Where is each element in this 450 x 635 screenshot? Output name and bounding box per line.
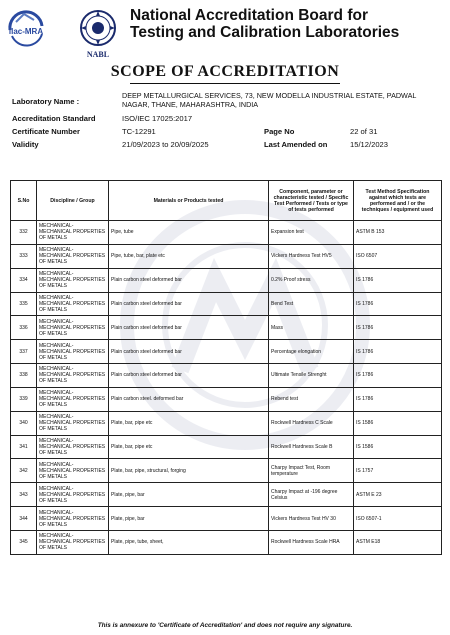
cell-method: IS 1786 (354, 387, 442, 411)
cell-discipline: MECHANICAL- MECHANICAL PROPERTIES OF METALS (37, 459, 109, 483)
cell-material: Plate, bar, pipe etc (109, 411, 269, 435)
table-row (11, 411, 442, 435)
cell-sno: 341 (11, 435, 37, 459)
table-row (11, 483, 442, 507)
table-row (11, 221, 442, 245)
header-method: Test Method Specification against which tests are performed and / or the techniques / equipment used (354, 181, 442, 221)
cell-discipline: MECHANICAL- MECHANICAL PROPERTIES OF METALS (37, 268, 109, 292)
cell-component: Rockwell Hardness Scale B (269, 435, 354, 459)
cell-discipline: MECHANICAL- MECHANICAL PROPERTIES OF METALS (37, 483, 109, 507)
table-body (11, 221, 442, 555)
scope-table (10, 180, 442, 555)
lab-name-value: DEEP METALLURGICAL SERVICES, 73, NEW MODELLA INDUSTRIAL ESTATE, PADWAL NAGAR, THANE, MAHARASHTRA, INDIA (122, 91, 417, 109)
cell-component: Ultimate Tensile Strenght (269, 364, 354, 388)
cell-sno: 336 (11, 316, 37, 340)
cell-material: Plain carbon steel deformed bar (109, 292, 269, 316)
cell-discipline: MECHANICAL- MECHANICAL PROPERTIES OF METALS (37, 221, 109, 245)
lab-name-label: Laboratory Name : (12, 97, 80, 106)
org-name-line2: Testing and Calibration Laboratories (130, 24, 400, 41)
cell-method: ASTM B 153 (354, 221, 442, 245)
cell-discipline: MECHANICAL- MECHANICAL PROPERTIES OF METALS (37, 435, 109, 459)
cell-discipline: MECHANICAL- MECHANICAL PROPERTIES OF METALS (37, 340, 109, 364)
header-material: Materials or Products tested (109, 181, 269, 221)
table-header-row (11, 181, 442, 221)
cell-component: Rockwell Hardness C Scale (269, 411, 354, 435)
title-underline (130, 83, 340, 84)
page-header (0, 0, 450, 62)
cell-sno: 332 (11, 221, 37, 245)
cell-material: Plain carbon steel. deformed bar (109, 387, 269, 411)
cell-material: Plate, bar, pipe, structural, forging (109, 459, 269, 483)
standard-value: ISO/IEC 17025:2017 (122, 114, 193, 123)
table-row (11, 316, 442, 340)
table-row (11, 340, 442, 364)
header-sno: S.No (11, 181, 37, 221)
cell-sno: 333 (11, 244, 37, 268)
cell-method: IS 1786 (354, 364, 442, 388)
scope-title: SCOPE OF ACCREDITATION (110, 63, 340, 80)
cell-material: Plate, bar, pipe etc (109, 435, 269, 459)
cell-sno: 338 (11, 364, 37, 388)
header-component: Component, parameter or characteristic tested / Specific Test Performed / Tests or type of tests performed (269, 181, 354, 221)
cell-sno: 340 (11, 411, 37, 435)
cell-component: Vickers Hardness Test HV 30 (269, 507, 354, 531)
cell-sno: 337 (11, 340, 37, 364)
certificate-label: Certificate Number (12, 127, 80, 136)
table-row (11, 387, 442, 411)
cell-discipline: MECHANICAL- MECHANICAL PROPERTIES OF METALS (37, 530, 109, 554)
amended-label: Last Amended on (264, 140, 328, 149)
cell-component: Charpy Impact Test, Room temperature (269, 459, 354, 483)
ilac-logo-text: ilac-MRA (8, 27, 44, 36)
cell-component: Charpy Impact at -196 degree Celsius (269, 483, 354, 507)
cell-component: Expansion test (269, 221, 354, 245)
cell-material: Plain carbon steel deformed bar (109, 364, 269, 388)
table-row (11, 268, 442, 292)
org-name-line1: National Accreditation Board for (130, 7, 368, 24)
table-row (11, 530, 442, 554)
cell-method: ASTM E18 (354, 530, 442, 554)
table-row (11, 459, 442, 483)
cell-component: Rebend test (269, 387, 354, 411)
cell-sno: 343 (11, 483, 37, 507)
table-row (11, 507, 442, 531)
cell-component: Rockwell Hardness Scale HRA (269, 530, 354, 554)
cell-material: Plain carbon steel deformed bar (109, 316, 269, 340)
cell-method: IS 1786 (354, 268, 442, 292)
validity-value: 21/09/2023 to 20/09/2025 (122, 140, 209, 149)
cell-sno: 334 (11, 268, 37, 292)
cell-component: Bend Test (269, 292, 354, 316)
cell-material: Pipe, tube, bar, plate etc (109, 244, 269, 268)
cell-discipline: MECHANICAL- MECHANICAL PROPERTIES OF METALS (37, 411, 109, 435)
cell-method: IS 1786 (354, 340, 442, 364)
cell-discipline: MECHANICAL- MECHANICAL PROPERTIES OF METALS (37, 387, 109, 411)
standard-label: Accreditation Standard (12, 114, 96, 123)
cell-sno: 339 (11, 387, 37, 411)
cell-sno: 342 (11, 459, 37, 483)
cell-material: Plate, pipe, bar (109, 483, 269, 507)
organization-name (130, 7, 448, 41)
table-row (11, 435, 442, 459)
footer-note: This is annexure to 'Certificate of Accreditation' and does not require any signature. (97, 622, 353, 629)
cell-method: IS 1586 (354, 411, 442, 435)
cell-method: IS 1786 (354, 292, 442, 316)
cell-method: ISO 6507 (354, 244, 442, 268)
cell-sno: 344 (11, 507, 37, 531)
cell-sno: 345 (11, 530, 37, 554)
page-value: 22 of 31 (350, 127, 378, 136)
cell-material: Plain carbon steel deformed bar (109, 340, 269, 364)
cell-discipline: MECHANICAL- MECHANICAL PROPERTIES OF METALS (37, 364, 109, 388)
cell-method: IS 1586 (354, 435, 442, 459)
cell-discipline: MECHANICAL- MECHANICAL PROPERTIES OF METALS (37, 316, 109, 340)
cell-component: 0.2% Proof stress (269, 268, 354, 292)
cell-discipline: MECHANICAL- MECHANICAL PROPERTIES OF METALS (37, 507, 109, 531)
cell-method: IS 1757 (354, 459, 442, 483)
amended-value: 15/12/2023 (350, 140, 389, 149)
cell-method: ASTM E 23 (354, 483, 442, 507)
cell-material: Plate, pipe, bar (109, 507, 269, 531)
cell-component: Percentage elongation (269, 340, 354, 364)
cell-material: Plain carbon steel deformed bar (109, 268, 269, 292)
cell-component: Mass (269, 316, 354, 340)
ilac-mra-logo (4, 8, 48, 52)
cell-sno: 335 (11, 292, 37, 316)
table-row (11, 292, 442, 316)
cell-method: ISO 6507-1 (354, 507, 442, 531)
cell-material: Plate, pipe, tube, sheet, (109, 530, 269, 554)
header-discipline: Discipline / Group (37, 181, 109, 221)
page-label: Page No (264, 127, 295, 136)
cell-material: Pipe, tube (109, 221, 269, 245)
cell-method: IS 1786 (354, 316, 442, 340)
nabl-logo-text: NABL (86, 50, 110, 59)
certificate-value: TC-12291 (122, 127, 156, 136)
table-row (11, 244, 442, 268)
validity-label: Validity (12, 140, 39, 149)
table-row (11, 364, 442, 388)
cell-component: Vickers Hardness Test HV5 (269, 244, 354, 268)
cell-discipline: MECHANICAL- MECHANICAL PROPERTIES OF METALS (37, 244, 109, 268)
cell-discipline: MECHANICAL- MECHANICAL PROPERTIES OF METALS (37, 292, 109, 316)
